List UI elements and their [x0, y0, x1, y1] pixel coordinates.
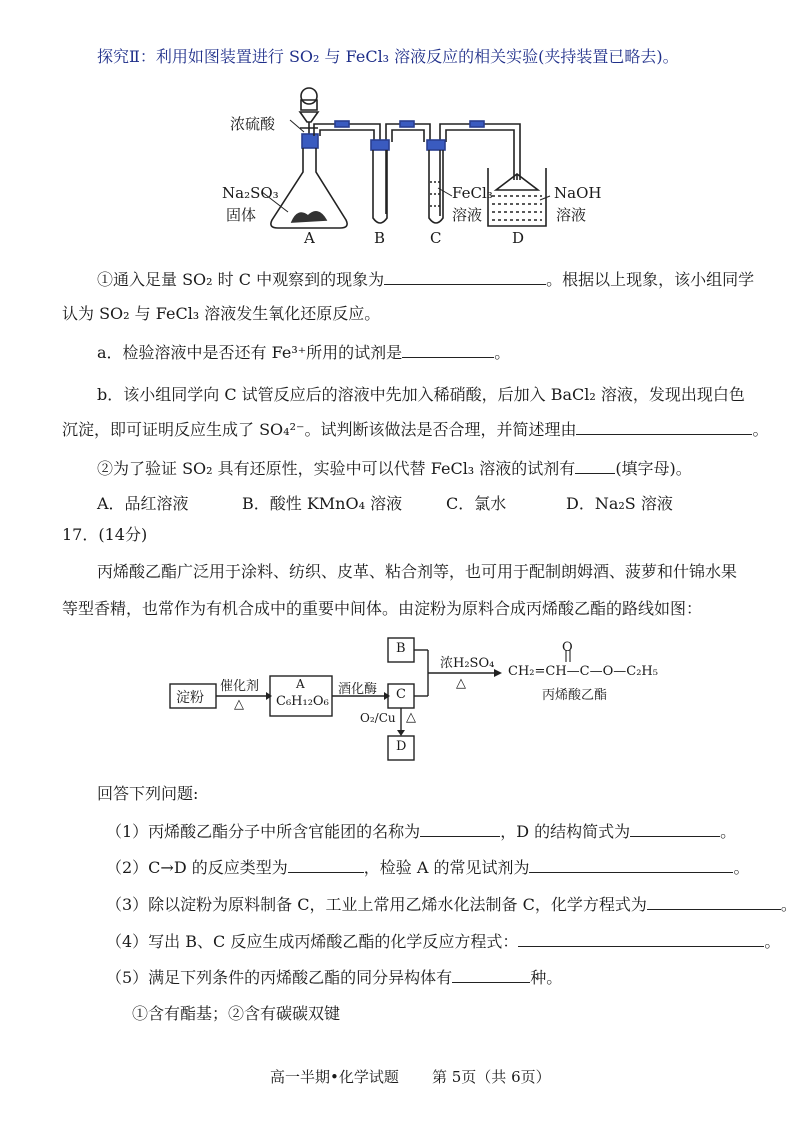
answer-blank[interactable] — [288, 856, 364, 873]
box-a-formula: C₆H₁₂O₆ — [276, 694, 329, 709]
q17-s3-text: （3）除以淀粉为原料制备 C，工业上常用乙烯水化法制备 C，化学方程式为 — [106, 895, 647, 914]
q16-part1-text-b: 。根据以上现象，该小组同学 — [546, 270, 755, 289]
product-o: O — [562, 640, 573, 655]
q16-part2-text: ②为了验证 SO₂ 具有还原性，实验中可以代替 FeCl₃ 溶液的试剂有 — [97, 459, 576, 478]
q17-s1-end: 。 — [720, 822, 737, 841]
option-b: B．酸性 KMnO₄ 溶液 — [242, 494, 403, 513]
fecl3-label-2: 溶液 — [452, 206, 483, 224]
answer-blank[interactable] — [452, 966, 530, 983]
acid-label: 浓硫酸 — [230, 115, 276, 133]
step1-reagent: 催化剂 — [220, 679, 260, 694]
option-d: D．Na₂S 溶液 — [566, 494, 673, 513]
answer-blank[interactable] — [575, 457, 615, 474]
connecting-tubes — [314, 121, 520, 180]
q16-heading: 探究Ⅱ：利用如图装置进行 SO₂ 与 FeCl₃ 溶液反应的相关实验(夹持装置已略去)。 — [97, 47, 679, 66]
box-c-label: C — [396, 687, 406, 702]
q16-part-b-line1: b．该小组同学向 C 试管反应后的溶液中先加入稀硝酸，后加入 BaCl₂ 溶液，发现出现白色 — [97, 385, 745, 404]
answer-prompt: 回答下列问题: — [97, 784, 199, 803]
q16-part-a-end: 。 — [494, 343, 511, 362]
answer-blank[interactable] — [420, 820, 500, 837]
step4-reagent: O₂/Cu — [360, 711, 396, 725]
q17-s4-end: 。 — [764, 932, 781, 951]
q17-s3 — [106, 893, 797, 916]
answer-blank[interactable] — [647, 893, 781, 910]
q17-s2-text-a: （2）C→D 的反应类型为 — [106, 858, 288, 877]
step2-reagent: 酒化酶 — [338, 682, 378, 697]
separatory-funnel — [300, 88, 318, 140]
apparatus-diagram — [0, 82, 800, 292]
q17-s5 — [106, 966, 562, 989]
box-b-label: B — [396, 641, 406, 656]
q16-part-b-line2 — [62, 418, 768, 441]
step3-cond: △ — [456, 676, 466, 691]
answer-blank[interactable] — [630, 820, 720, 837]
q17-s1 — [106, 820, 736, 843]
flask-a — [271, 134, 347, 228]
q17-s1-text-b: ，D 的结构简式为 — [500, 822, 631, 841]
naoh-label-1: NaOH — [554, 184, 602, 202]
q16-part-a-text: a．检验溶液中是否还有 Fe³⁺所用的试剂是 — [97, 343, 403, 362]
step3-reagent: 浓H₂SO₄ — [440, 656, 495, 671]
option-a: A．品红溶液 — [97, 494, 189, 513]
q17-number: 17．(14分) — [62, 525, 148, 544]
answer-blank[interactable] — [384, 268, 546, 285]
q17-s2-text-b: ，检验 A 的常见试剂为 — [363, 858, 530, 877]
q16-part1-line2: 认为 SO₂ 与 FeCl₃ 溶液发生氧化还原反应。 — [62, 304, 381, 323]
q17-s5-end: 种。 — [530, 968, 563, 987]
naoh-label-2: 溶液 — [556, 206, 587, 224]
answer-blank[interactable] — [518, 930, 764, 947]
q17-s2-end: 。 — [733, 858, 750, 877]
box-a-label: A — [296, 677, 305, 691]
q16-part1-line1 — [97, 268, 754, 291]
q17-s2 — [106, 856, 750, 879]
q17-s4 — [106, 930, 780, 953]
solid-label-1: Na₂SO₃ — [222, 184, 279, 202]
q17-intro-1: 丙烯酸乙酯广泛用于涂料、纺织、皮革、粘合剂等，也可用于配制朗姆酒、菠萝和什锦水果 — [97, 562, 738, 581]
answer-blank[interactable] — [529, 856, 733, 873]
q16-part-b-text: 沉淀，即可证明反应生成了 SO₄²⁻。试判断该做法是否合理，并简述理由 — [62, 420, 577, 439]
letter-a: A — [304, 229, 315, 247]
footer-page: 第 5页（共 6页） — [432, 1068, 551, 1086]
product-name: 丙烯酸乙酯 — [542, 688, 608, 703]
option-c: C．氯水 — [446, 494, 507, 513]
beaker-d — [488, 168, 546, 226]
q16-part2 — [97, 457, 692, 480]
q16-part2-end: (填字母)。 — [615, 459, 692, 478]
q17-conditions: ①含有酯基；②含有碳碳双键 — [132, 1004, 341, 1023]
q17-s4-text: （4）写出 B、C 反应生成丙烯酸乙酯的化学反应方程式： — [106, 932, 519, 951]
q16-part-a — [97, 341, 510, 364]
q16-part-b-end: 。 — [752, 420, 769, 439]
step1-cond: △ — [234, 697, 244, 712]
product-formula: CH₂=CH—C—O—C₂H₅ — [508, 664, 658, 679]
answer-blank[interactable] — [402, 341, 494, 358]
q16-part1-text-a: ①通入足量 SO₂ 时 C 中观察到的现象为 — [97, 270, 385, 289]
start-starch: 淀粉 — [176, 690, 204, 706]
footer-left: 高一半期•化学试题 — [270, 1068, 399, 1086]
fecl3-label-1: FeCl₃ — [452, 184, 493, 202]
answer-blank[interactable] — [576, 418, 752, 435]
letter-d: D — [512, 229, 525, 247]
q17-s1-text-a: （1）丙烯酸乙酯分子中所含官能团的名称为 — [106, 822, 421, 841]
letter-b: B — [374, 229, 386, 247]
tube-c — [427, 140, 445, 223]
solid-label-2: 固体 — [226, 206, 257, 224]
step4-cond: △ — [406, 710, 416, 725]
box-d-label: D — [396, 739, 407, 754]
q17-s5-text: （5）满足下列条件的丙烯酸乙酯的同分异构体有 — [106, 968, 453, 987]
tube-b — [371, 140, 389, 223]
q17-s3-end: 。 — [780, 895, 797, 914]
letter-c: C — [430, 229, 442, 247]
q17-intro-2: 等型香精，也常作为有机合成中的重要中间体。由淀粉为原料合成丙烯酸乙酯的路线如图： — [62, 599, 703, 618]
